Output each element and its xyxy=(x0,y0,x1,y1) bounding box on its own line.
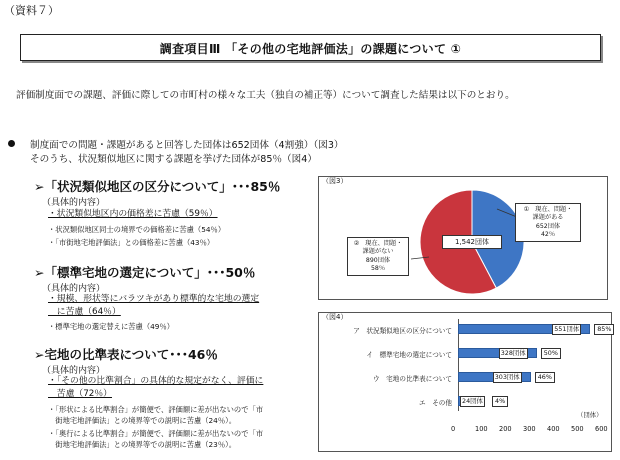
section-3-item-2: ・「形状による比準割合」が簡便で、評価額に差が出ないので「市 xyxy=(48,405,264,414)
section-heading-2: ➢「標準宅地の選定について」･･･50％ xyxy=(34,265,256,280)
x-tick-label: 600 xyxy=(595,425,608,433)
bar-category-label: ア 状況類似地区の区分について xyxy=(353,327,452,335)
x-axis-unit: （団体） xyxy=(577,411,603,419)
x-tick-label: 100 xyxy=(475,425,488,433)
section-sub-1: （具体的内容） xyxy=(42,198,106,208)
section-3-item-2-cont: 街地宅地評価法」との境界等での説明に苦慮（24％）。 xyxy=(48,416,237,425)
intro-paragraph: 評価制度面での課題、評価に際しての市町村の様々な工夫（独自の補正等）について調査した結果は以下のとおり。 xyxy=(16,90,515,101)
bullet-icon xyxy=(8,140,15,147)
section-sub-3: （具体的内容） xyxy=(42,366,106,376)
section-3-item-3: ・「奥行による比準割合」が簡便で、評価額に差が出ないので「市 xyxy=(48,429,264,438)
page-title: 調査項目Ⅲ 「その他の宅地評価法」の課題について ① xyxy=(159,42,462,56)
x-tick-label: 300 xyxy=(523,425,536,433)
pie-center-label: 1,542団体 xyxy=(442,235,502,249)
figure-4-bar-chart xyxy=(318,312,612,452)
bar-percent-label: 85% xyxy=(594,324,614,335)
bar-plot-area xyxy=(319,313,613,453)
x-tick-label: 0 xyxy=(451,425,456,433)
bar-value-label: 551団体 xyxy=(554,325,580,333)
bar-percent-label: 50% xyxy=(541,348,561,359)
figure-3-pie-chart xyxy=(318,176,608,300)
section-2-item-1: ・規模、形状等にバラツキがあり標準的な宅地の選定 xyxy=(48,294,260,304)
section-sub-2: （具体的内容） xyxy=(42,284,106,294)
section-1-item-1: ・状況類似地区内の価格差に苦慮（59％） xyxy=(48,209,218,219)
pie-callout-yes-line-4: 42％ xyxy=(540,230,556,238)
pie-callout-no-line-3: 890団体 xyxy=(365,256,391,264)
section-heading-1: ➢「状況類似地区の区分について」･･･85％ xyxy=(34,179,281,194)
section-3-item-1: ・「その他の比準割合」の具体的な規定がなく、評価に xyxy=(48,376,264,386)
bar-value-label: 303団体 xyxy=(494,373,520,381)
summary-line-1: 制度面での問題・課題があると回答した団体は652団体（4割強）（図3） xyxy=(30,140,344,151)
section-2-item-2: ・標準宅地の選定替えに苦慮（49％） xyxy=(48,322,175,331)
document-label: （資料７） xyxy=(4,4,59,17)
title-box xyxy=(20,34,601,61)
figure-4-label: （図4） xyxy=(322,313,348,321)
section-heading-3: ➢宅地の比準表について･･･46％ xyxy=(34,347,218,362)
bar-category-label: ウ 宅地の比準表について xyxy=(373,375,452,383)
bar-percent-label: 4% xyxy=(492,396,508,407)
section-3-item-1-cont: 苦慮（72％） xyxy=(48,389,112,399)
section-1-item-2: ・状況類似地区同士の境界での価格差に苦慮（54％） xyxy=(48,225,226,234)
pie-callout-no-line-2: 課題がない xyxy=(362,248,394,256)
section-3-item-3-cont: 街地宅地評価法」との境界等での説明に苦慮（23％）。 xyxy=(48,440,237,449)
bar-percent-label: 46% xyxy=(535,372,555,383)
pie-callout-yes-line-1: ① 現在、問題・ xyxy=(523,206,573,213)
pie-callout-no-line-4: 58％ xyxy=(370,264,386,272)
section-2-item-1-cont: に苦慮（64％） xyxy=(48,307,121,317)
x-tick-label: 500 xyxy=(571,425,584,433)
pie-callout-no xyxy=(347,237,409,276)
summary-line-2: そのうち、状況類似地区に関する課題を挙げた団体が85％（図4） xyxy=(30,154,317,165)
x-tick-label: 400 xyxy=(547,425,560,433)
section-1-item-3: ・「市街地宅地評価法」との価格差に苦慮（43％） xyxy=(48,238,215,247)
bar-category-label: エ その他 xyxy=(419,399,452,407)
pie-callout-yes-line-3: 652団体 xyxy=(535,222,561,230)
pie-callout-yes xyxy=(515,203,581,242)
pie-callout-no-line-1: ② 現在、問題・ xyxy=(353,240,403,247)
pie-callout-yes-line-2: 課題がある xyxy=(532,214,564,222)
bar-value-label: 328団体 xyxy=(500,349,526,357)
x-tick-label: 200 xyxy=(499,425,512,433)
bar-category-label: イ 標準宅地の選定について xyxy=(366,351,452,359)
figure-3-label: （図3） xyxy=(322,177,348,185)
bar-value-label: 24団体 xyxy=(462,397,483,405)
